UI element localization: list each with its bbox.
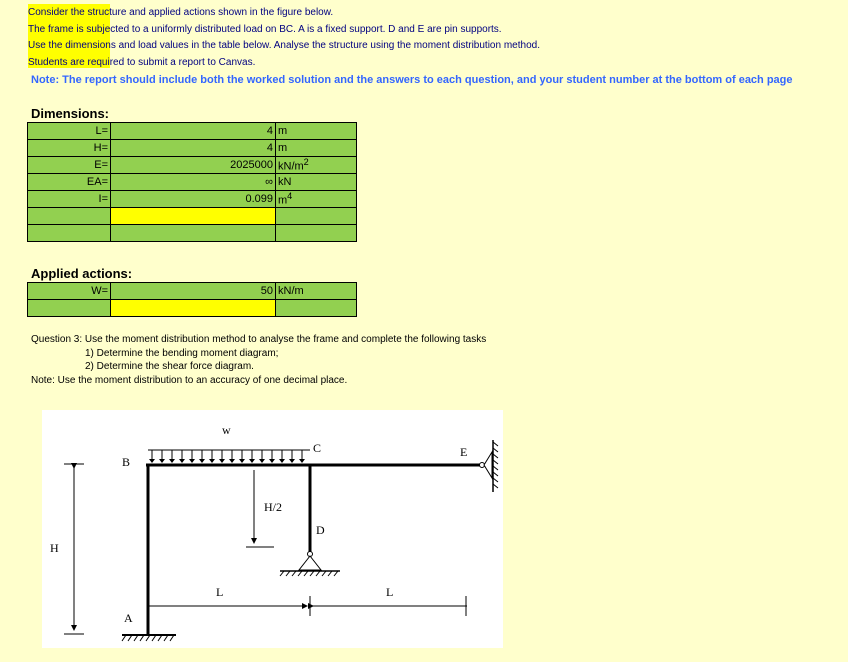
empty-cell[interactable]: [111, 208, 276, 225]
label-d: D: [316, 523, 325, 537]
table-row: [28, 225, 357, 242]
empty-cell[interactable]: [111, 300, 276, 317]
dim-unit-exponent: 2: [303, 157, 309, 168]
pin-support-e: [480, 440, 499, 492]
label-w: w: [222, 423, 231, 437]
fixed-support-a: [122, 635, 176, 641]
intro-line-4: Students are required to submit a report to Canvas.: [28, 57, 256, 68]
table-row: [28, 123, 357, 140]
label-a: A: [124, 611, 133, 625]
dim-unit: kN/m: [278, 160, 304, 173]
dim-unit: m: [278, 194, 288, 207]
table-row: [28, 283, 357, 300]
pin-support-d: [280, 552, 340, 577]
table-row: [28, 300, 357, 317]
dim-value[interactable]: 2025000: [111, 157, 276, 174]
empty-cell[interactable]: [28, 300, 111, 317]
empty-cell[interactable]: [276, 300, 357, 317]
dimensions-table: [27, 122, 357, 242]
label-h: H: [50, 541, 59, 555]
applied-actions-table: [27, 282, 357, 317]
label-l-right: L: [386, 585, 394, 599]
empty-cell[interactable]: [276, 225, 357, 242]
label-h-half: H/2: [264, 500, 282, 514]
dim-value[interactable]: ∞: [111, 174, 276, 191]
dim-value[interactable]: 4: [111, 123, 276, 140]
question-item-2: 2) Determine the shear force diagram.: [85, 361, 254, 372]
empty-cell[interactable]: [28, 225, 111, 242]
dim-unit-exponent: 4: [287, 191, 293, 202]
load-value[interactable]: 50: [111, 283, 276, 300]
dim-label[interactable]: I=: [28, 191, 111, 208]
table-row: [28, 191, 357, 208]
question-note: Note: Use the moment distribution to an accuracy of one decimal place.: [31, 375, 348, 386]
dim-unit[interactable]: m: [276, 140, 357, 157]
dim-unit-cell[interactable]: [276, 191, 357, 208]
intro-line-1: Consider the structure and applied actions shown in the figure below.: [28, 7, 334, 18]
table-row: [28, 140, 357, 157]
dim-value[interactable]: 4: [111, 140, 276, 157]
dimensions-title: Dimensions:: [31, 106, 110, 121]
dim-value[interactable]: 0.099: [111, 191, 276, 208]
dim-unit-cell[interactable]: [276, 157, 357, 174]
intro-line-3: Use the dimensions and load values in the table below. Analyse the structure using the moment distribution method.: [28, 40, 540, 51]
load-unit[interactable]: kN/m: [276, 283, 357, 300]
empty-cell[interactable]: [111, 225, 276, 242]
label-l-left: L: [216, 585, 224, 599]
dim-label[interactable]: H=: [28, 140, 111, 157]
question-item-1: 1) Determine the bending moment diagram;: [85, 348, 279, 359]
dim-unit[interactable]: m: [276, 123, 357, 140]
dim-label[interactable]: L=: [28, 123, 111, 140]
load-label[interactable]: W=: [28, 283, 111, 300]
label-e: E: [460, 445, 468, 459]
udl-arrows: [152, 450, 302, 462]
table-row: [28, 174, 357, 191]
table-row: [28, 208, 357, 225]
label-c: C: [313, 441, 322, 455]
dim-label[interactable]: E=: [28, 157, 111, 174]
applied-actions-title: Applied actions:: [31, 266, 133, 281]
frame-diagram: [42, 410, 503, 648]
dim-unit[interactable]: kN: [276, 174, 357, 191]
intro-line-2: The frame is subjected to a uniformly distributed load on BC. A is a fixed support. D and E are pin supports.: [28, 24, 502, 35]
frame-figure: [42, 410, 503, 648]
table-row: [28, 157, 357, 174]
empty-cell[interactable]: [276, 208, 357, 225]
label-b: B: [122, 455, 131, 469]
dim-label[interactable]: EA=: [28, 174, 111, 191]
report-note: Note: The report should include both the worked solution and the answers to each question, and your student number at the bottom of each page: [31, 74, 793, 86]
empty-cell[interactable]: [28, 208, 111, 225]
question-intro: Question 3: Use the moment distribution method to analyse the frame and complete the following tasks: [31, 334, 487, 345]
